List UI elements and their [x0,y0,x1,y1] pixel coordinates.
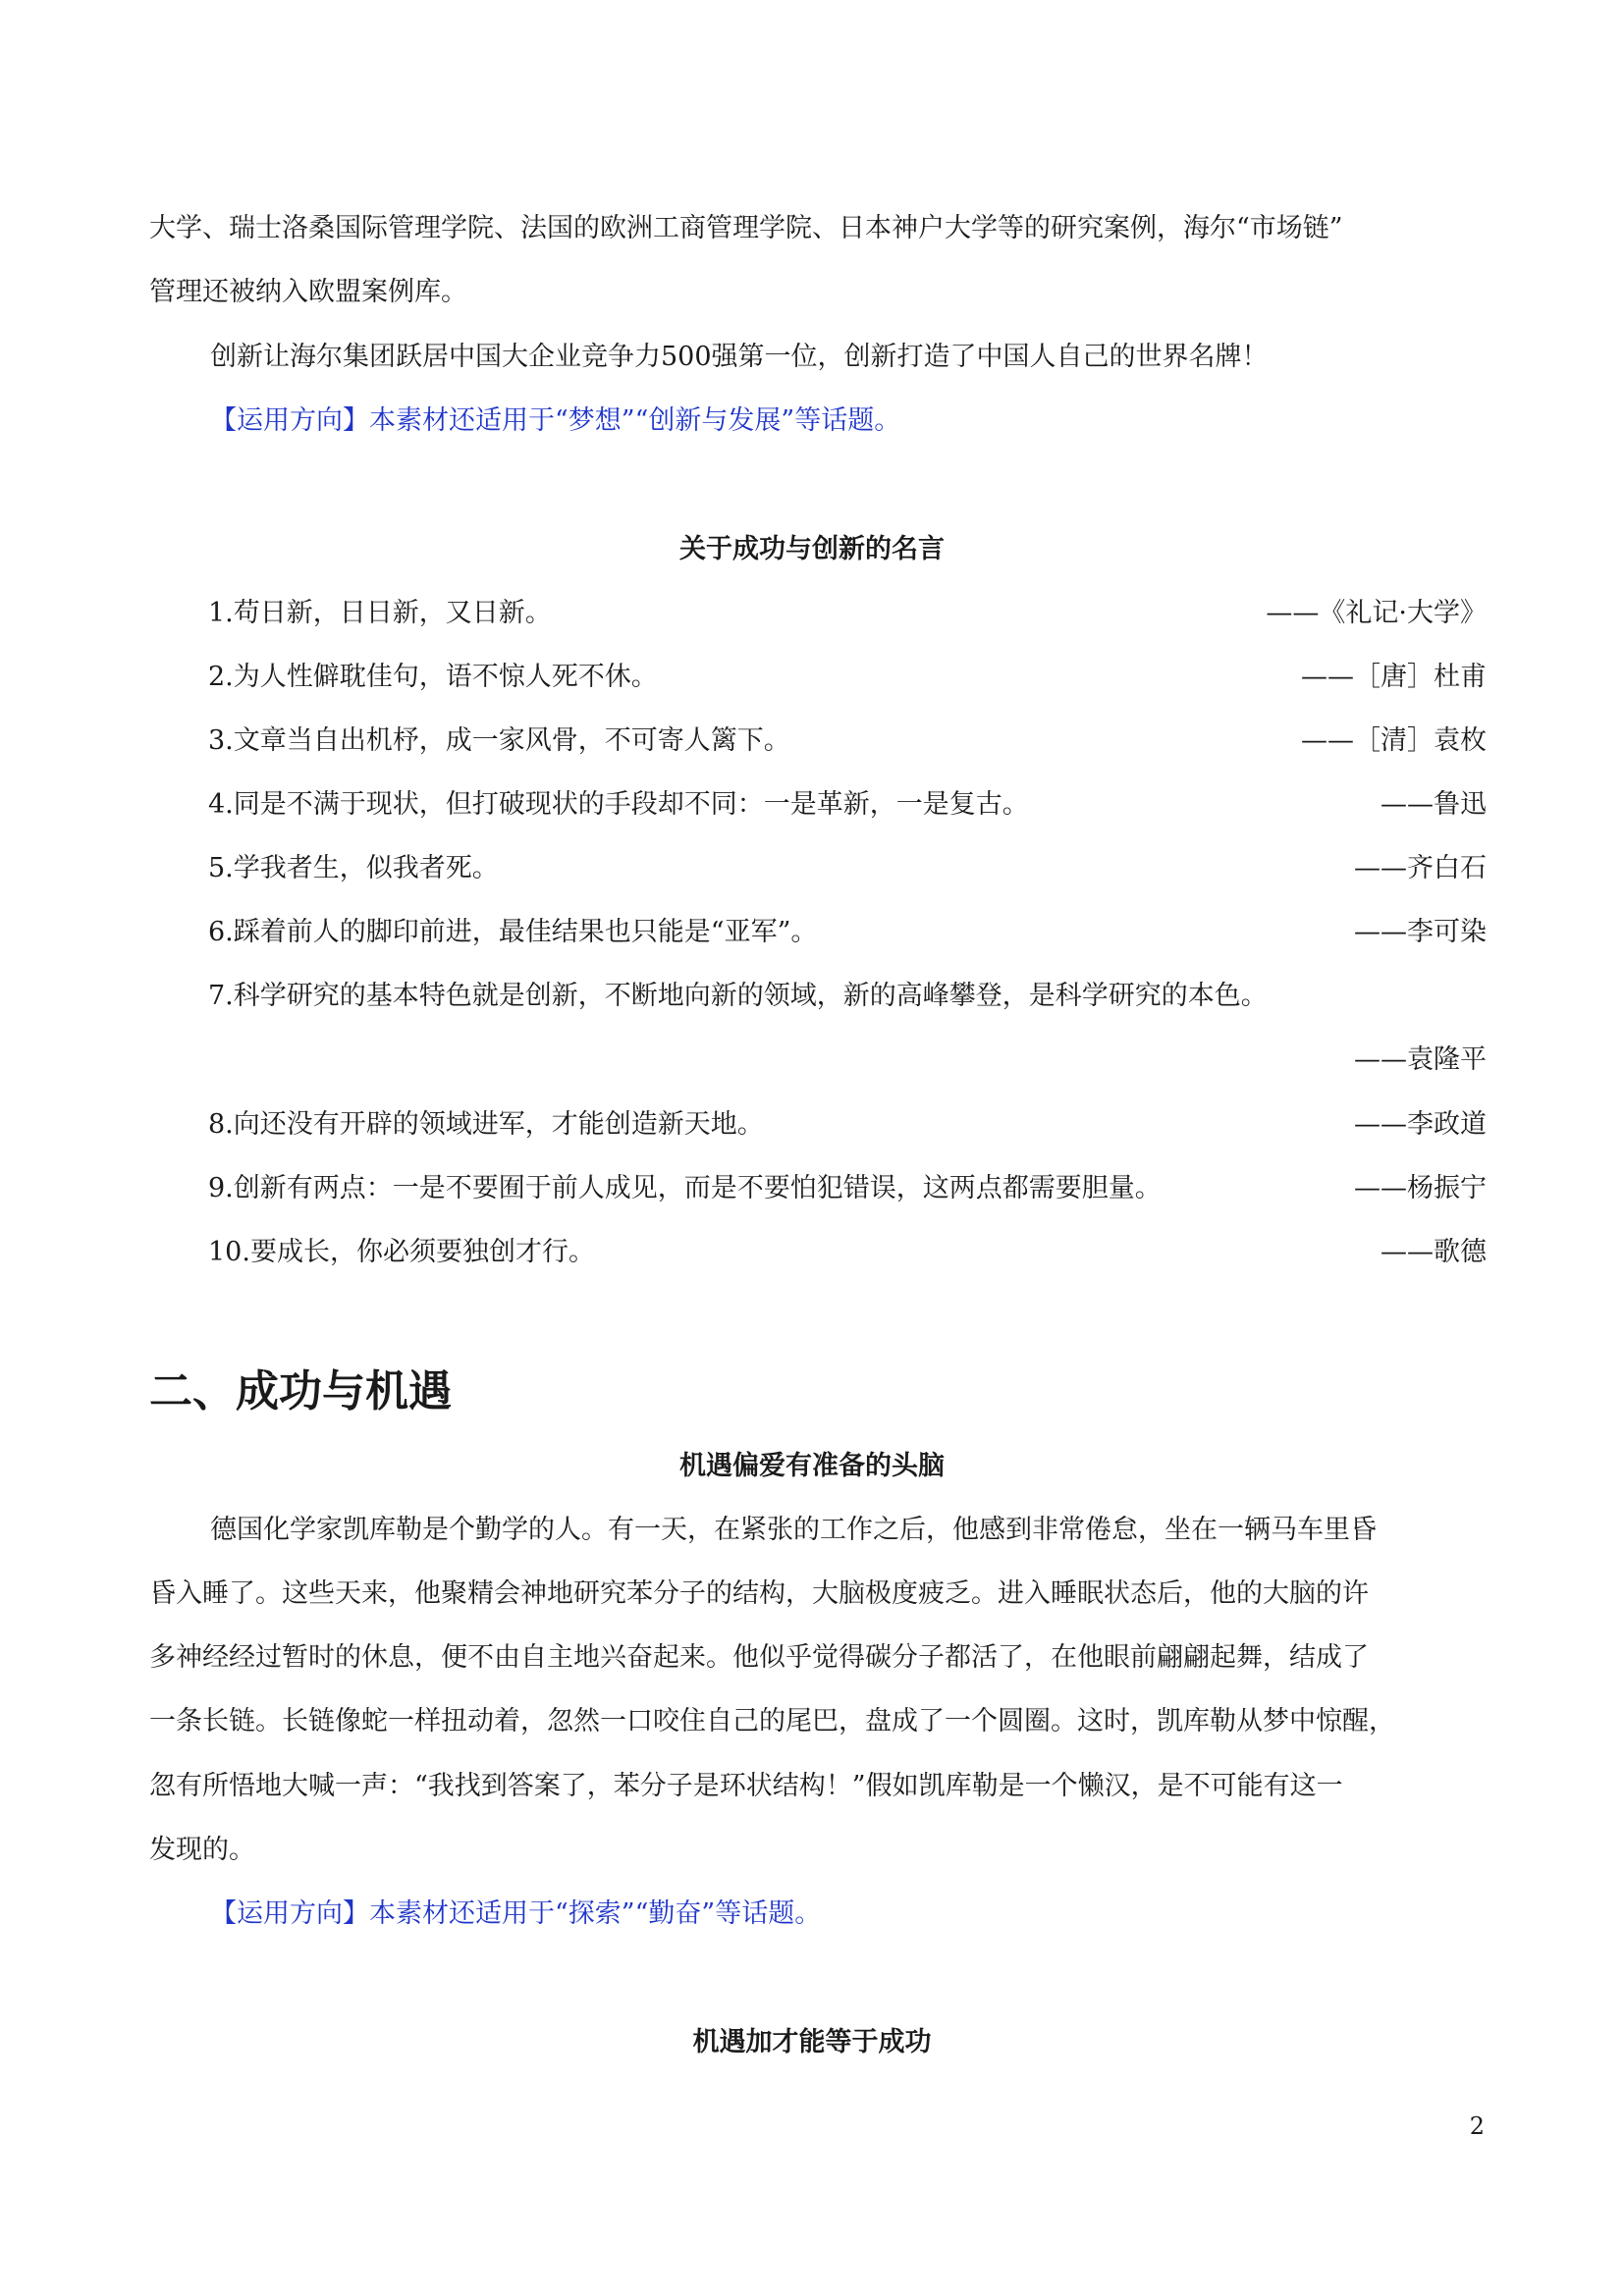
story-line: 发现的。 [149,1835,255,1865]
intro-line-2: 管理还被纳入欧盟案例库。 [149,277,467,307]
quote-author: ——李可染 [1354,917,1487,947]
quote-text: 4.同是不满于现状，但打破现状的手段却不同：一是革新，一是复古。 [208,789,1029,820]
quote-author: ——齐白石 [1354,853,1487,883]
quote-author: ——［清］袁枚 [1301,725,1487,756]
quote-row [208,1233,1487,1272]
story-heading: 机遇偏爱有准备的头脑 [679,1451,945,1481]
quote-author: ——歌德 [1380,1237,1487,1267]
quote-row [208,849,1487,888]
quote-row [208,594,1487,633]
story-line: 忽有所悟地大喊一声：“我找到答案了，苯分子是环状结构！”假如凯库勒是一个懒汉，是不可能有这一 [149,1771,1343,1801]
quotes-heading: 关于成功与创新的名言 [679,534,945,564]
quote-row [208,721,1487,761]
quote-text: 6.踩着前人的脚印前进，最佳结果也只能是“亚军”。 [208,917,818,947]
intro-line-3: 创新让海尔集团跃居中国大企业竞争力500强第一位，创新打造了中国人自己的世界名牌！ [210,342,1269,372]
quote-row [208,1105,1487,1145]
intro-line-1: 大学、瑞士洛桑国际管理学院、法国的欧洲工商管理学院、日本神户大学等的研究案例，海尔“市场链” [149,213,1343,243]
quote-author: ——［唐］杜甫 [1301,662,1487,692]
next-story-heading: 机遇加才能等于成功 [692,2027,932,2057]
quote-row [208,785,1487,825]
quote-text: 7.科学研究的基本特色就是创新，不断地向新的领域，新的高峰攀登，是科学研究的本色。 [208,981,1268,1011]
quote-author: ——杨振宁 [1354,1173,1487,1203]
quote-author: ——《礼记·大学》 [1266,598,1487,628]
story-line: 昏入睡了。这些天来，他聚精会神地研究苯分子的结构，大脑极度疲乏。进入睡眠状态后，他的大脑的许 [149,1578,1369,1609]
quote-author: ——袁隆平 [1354,1044,1487,1075]
quote-text: 3.文章当自出机杼，成一家风骨，不可寄人篱下。 [208,725,790,756]
section-title: 二、成功与机遇 [149,1366,452,1416]
quote-author: ——李政道 [1354,1109,1487,1140]
quote-row [208,658,1487,697]
page-number: 2 [1469,2112,1485,2140]
quote-row [208,1169,1487,1208]
story-line: 德国化学家凯库勒是个勤学的人。有一天，在紧张的工作之后，他感到非常倦怠，坐在一辆马车里昏 [210,1515,1377,1545]
quote-row [208,1041,1487,1080]
quote-text: 10.要成长，你必须要独创才行。 [208,1237,595,1267]
quote-author: ——鲁迅 [1380,789,1487,820]
quote-text: 8.向还没有开辟的领域进军，才能创造新天地。 [208,1109,764,1140]
quote-text: 5.学我者生，似我者死。 [208,853,499,883]
quote-text: 9.创新有两点：一是不要囿于前人成见，而是不要怕犯错误，这两点都需要胆量。 [208,1173,1162,1203]
quote-row [208,913,1487,952]
story-line: 一条长链。长链像蛇一样扭动着，忽然一口咬住自己的尾巴，盘成了一个圆圈。这时，凯库勒从梦中惊醒， [149,1706,1395,1736]
quote-text: 1.苟日新，日日新，又日新。 [208,598,552,628]
quote-text: 2.为人性僻耽佳句，语不惊人死不休。 [208,662,658,692]
quote-row [208,977,1487,1016]
story-line: 多神经经过暂时的休息，便不由自主地兴奋起来。他似乎觉得碳分子都活了，在他眼前翩翩起舞，结成了 [149,1642,1369,1673]
usage-note-1: 【运用方向】本素材还适用于“梦想”“创新与发展”等话题。 [210,405,901,436]
usage-note-2: 【运用方向】本素材还适用于“探索”“勤奋”等话题。 [210,1898,822,1929]
